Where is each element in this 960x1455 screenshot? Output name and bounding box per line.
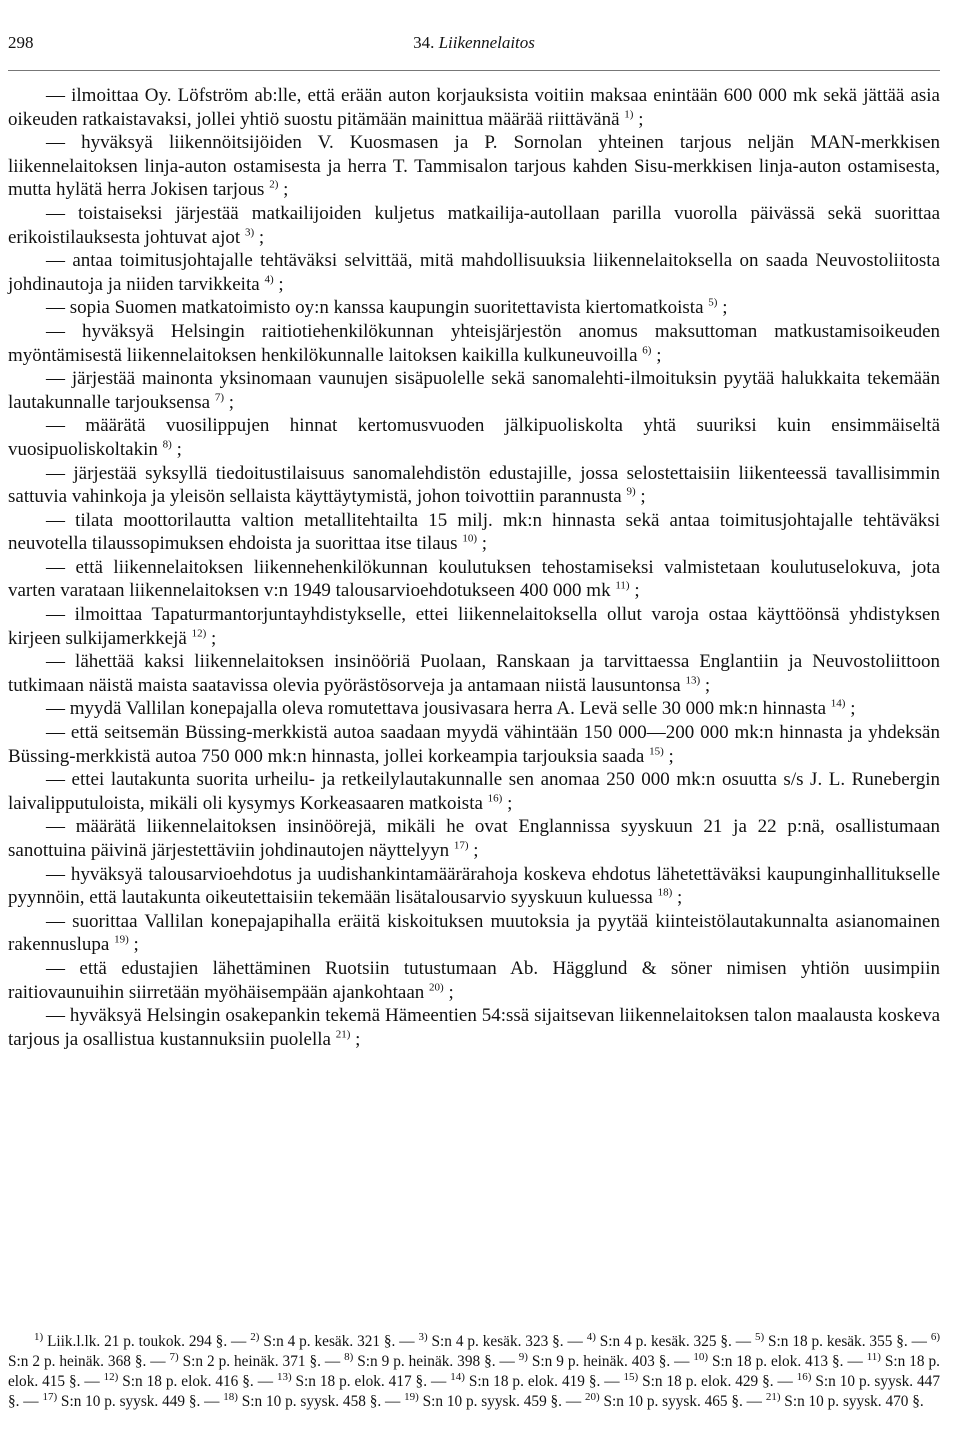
item-terminator: ; [278, 179, 289, 201]
decision-item [8, 603, 940, 650]
decision-text: — että seitsemän Büssing-merkkistä autoa saadaan myydä vähintään 150 000—200 000 mk:n hinnasta ja yhdeksän Büssing-merkkistä autoa 750 000 mk:n hinnasta, jollei korkeampia tarjouksia saada [8, 722, 940, 767]
footnote-separator: — [731, 1333, 755, 1350]
footnote-number: 21) [765, 1390, 781, 1403]
decision-item [8, 815, 940, 862]
footnote-ref: 8) [162, 438, 172, 451]
footnote-ref: 5) [708, 297, 718, 310]
item-terminator: ; [273, 273, 284, 295]
footnote-ref: 19) [114, 934, 129, 947]
footnote-number: 17) [42, 1390, 58, 1403]
footnote-number: 5) [754, 1330, 765, 1343]
footnote-ref: 15) [649, 745, 664, 758]
decision-text: — suorittaa Vallilan konepajapihalla eräitä kiskoituksen muutoksia ja pyytää kiinteistölautakunnalta asianomainen rakennuslupa [8, 910, 940, 956]
decision-item [8, 320, 940, 367]
decision-item [8, 202, 940, 249]
footnote-text: S:n 18 p. elok. 415 §. [8, 1353, 940, 1390]
decision-text: — että edustajien lähettäminen Ruotsiin tutustumaan Ab. Hägglund & söner nimisen yhtiön uusimpiin raitiovaunuihin siirretään myöhäisempään ajankohtaan [8, 957, 940, 1003]
decision-item [8, 556, 940, 603]
footnote-number: 16) [796, 1370, 812, 1383]
item-terminator: ; [206, 627, 217, 649]
footnote-number: 1) [34, 1330, 44, 1343]
item-terminator: ; [663, 745, 674, 767]
footnote-number: 15) [623, 1370, 639, 1383]
footnote-separator: — [200, 1393, 224, 1410]
item-terminator: ; [350, 1028, 361, 1050]
decision-text: — järjestää syksyllä tiedoitustilaisuus sanomalehdistön edustajille, jossa selostettaisiin liikenteessä tavallisimmin sattuvia vahinkoja ja yleisön sellaista käyttäytymistä, johon toivottiin parannusta [8, 462, 940, 508]
footnote-number: 2) [250, 1330, 260, 1343]
decision-item [8, 863, 940, 910]
footnote-ref: 2) [269, 179, 279, 192]
footnote-number: 18) [223, 1390, 238, 1403]
item-terminator: ; [845, 698, 856, 720]
footnote-ref: 17) [453, 839, 469, 852]
footnote-text: S:n 10 p. syysk. 458 §. [237, 1393, 382, 1410]
decision-item [8, 768, 940, 815]
footnote-ref: 12) [191, 627, 207, 640]
footnote-text: S:n 9 p. heinäk. 398 §. [353, 1353, 496, 1370]
footnote-ref: 14) [830, 698, 846, 711]
decision-item [8, 509, 940, 556]
item-terminator: ; [477, 533, 488, 555]
footnote-text: S:n 9 p. heinäk. 403 §. [527, 1353, 671, 1370]
decision-item [8, 131, 940, 202]
decision-text: — määrätä liikennelaitoksen insinöörejä, mikäli he ovat Englannissa syyskuun 21 ja 22 p:nä, osallistumaan sanottuina päivinä järjestettäviin johdinautojen näyttelyyn [8, 816, 940, 861]
footnote-number: 7) [169, 1350, 179, 1363]
footnote-text: S:n 2 p. heinäk. 368 §. [8, 1353, 147, 1370]
decision-text: — että liikennelaitoksen liikennehenkilökunnan koulutuksen tehostamiseksi valmistetaan koulutuselokuva, jota varten varataan liikennelaitoksen v:n 1949 talousarvioehdotukseen 400 000 mk [8, 556, 940, 602]
decision-text: — hyväksyä Helsingin raitiotiehenkilökunnan yhteisjärjestön anomus maksuttoman matkustamisoikeuden myöntämisestä liikennelaitoksen henkilökunnalle laitoksen kaikilla kulkuneuvoilla [8, 320, 940, 366]
footnote-separator: — [146, 1353, 170, 1370]
footnote-ref: 9) [626, 485, 636, 498]
footnote-text: S:n 4 p. kesäk. 321 §. [259, 1333, 396, 1350]
decision-text: — antaa toimitusjohtajalle tehtäväksi selvittää, mitä mahdollisuuksia liikennelaitoksella on saada Neuvostoliitosta johdinautoja ja niiden tarvikkeita [8, 250, 940, 295]
footnote-separator: — [320, 1353, 345, 1370]
footnote-separator: — [742, 1393, 766, 1410]
decision-item [8, 249, 940, 296]
decision-text: — ettei lautakunta suorita urheilu- ja retkeilylautakunnalle sen anomaa 250 000 mk:n osuutta s/s J. L. Runebergin laivalipputuloista, mikäli oli kysymys Korkeasaaren matkoista [8, 769, 940, 814]
footnote-number: 3) [418, 1330, 428, 1343]
footnote-separator: — [80, 1373, 104, 1390]
footnote-ref: 11) [615, 580, 630, 593]
page-header [8, 33, 940, 57]
footnote-separator: — [773, 1373, 797, 1390]
footnotes [8, 1332, 940, 1412]
item-terminator: ; [171, 438, 182, 460]
footnote-text: S:n 4 p. kesäk. 325 §. [595, 1333, 732, 1350]
footnote-separator: — [495, 1353, 519, 1370]
running-title [8, 33, 940, 53]
item-terminator: ; [672, 887, 683, 909]
footnote-separator: — [907, 1333, 931, 1350]
footnote-separator: — [227, 1333, 251, 1350]
footnote-number: 9) [518, 1350, 528, 1363]
page-number: 298 [8, 33, 34, 52]
footnote-ref: 16) [487, 792, 503, 805]
decision-text: — hyväksyä liikennöitsijöiden V. Kuosmasen ja P. Sornolan yhteinen tarjous neljän MAN-merkkisen liikennelaitoksen linja-auton ostamisesta ja herra T. Tammisalon tarjous kahden Sisu-merkkisen linja-auton ostamisesta, mutta hylätä herra Jokisen tarjous [8, 132, 940, 201]
footnote-number: 14) [450, 1370, 465, 1383]
item-terminator: ; [224, 391, 235, 413]
footnote-number: 12) [103, 1370, 119, 1383]
footnote-text: S:n 18 p. elok. 419 §. [464, 1373, 601, 1390]
decision-text: — sopia Suomen matkatoimisto oy:n kanssa kaupungin suoritettavista kiertomatkoista [46, 297, 709, 319]
footnote-ref: 18) [657, 886, 673, 899]
item-terminator: ; [633, 108, 644, 130]
footnote-number: 11) [866, 1350, 881, 1363]
decision-text: — ilmoittaa Tapaturmantorjuntayhdistykselle, ettei liikennelaitoksella ollut varoja ostaa käyttöönsä yhdistyksen kirjeen sulkijamerkkejä [8, 604, 940, 649]
footnote-text: S:n 18 p. elok. 417 §. [291, 1373, 428, 1390]
item-terminator: ; [635, 486, 646, 508]
footnote-number: 8) [344, 1350, 354, 1363]
decision-text: — määrätä vuosilippujen hinnat kertomusvuoden jälkipuoliskolta yhtä suuriksi kuin ensimmäiseltä vuosipuoliskoltakin [8, 415, 940, 460]
item-terminator: ; [717, 297, 728, 319]
footnote-text: S:n 10 p. syysk. 459 §. [418, 1393, 563, 1410]
item-terminator: ; [700, 674, 711, 696]
footnote-text: S:n 10 p. syysk. 447 §. [8, 1373, 940, 1410]
decision-item [8, 367, 940, 414]
decision-text: — hyväksyä talousarvioehdotus ja uudishankintamäärärahoja koskeva ehdotus lähetettäväksi kaupunginhallitukselle pyynnöin, että lautakunta oikeutettaisiin tekemään lisätalousarvio syyskuun kuluessa [8, 863, 940, 909]
decision-item [8, 910, 940, 957]
decision-item [8, 957, 940, 1004]
footnote-text: S:n 18 p. elok. 416 §. [118, 1373, 254, 1390]
section-title: Liikennelaitos [438, 33, 535, 52]
decision-item [8, 1004, 940, 1051]
footnote-ref: 7) [214, 391, 224, 404]
footnote-text: S:n 18 p. elok. 429 §. [638, 1373, 774, 1390]
footnote-separator: — [253, 1373, 277, 1390]
main-text [8, 84, 940, 1051]
footnote-ref: 21) [335, 1028, 351, 1041]
footnote-ref: 6) [642, 344, 652, 357]
decision-item [8, 697, 940, 721]
decision-item [8, 84, 940, 131]
footnote-block [8, 1332, 940, 1412]
item-terminator: ; [468, 840, 479, 861]
footnote-text: S:n 2 p. heinäk. 371 §. [178, 1353, 321, 1370]
footnote-number: 13) [276, 1370, 292, 1383]
footnote-separator: — [427, 1373, 451, 1390]
item-terminator: ; [651, 344, 662, 366]
footnote-ref: 1) [624, 108, 634, 121]
footnote-separator: — [395, 1333, 419, 1350]
item-terminator: ; [629, 580, 640, 602]
footnote-separator: — [381, 1393, 405, 1410]
decision-item [8, 650, 940, 697]
footnote-separator: — [563, 1333, 587, 1350]
footnote-ref: 3) [244, 226, 255, 239]
footnote-text: S:n 18 p. elok. 413 §. [708, 1353, 844, 1370]
footnote-number: 4) [586, 1330, 596, 1343]
decision-item [8, 414, 940, 461]
decision-item [8, 296, 940, 320]
footnote-text: S:n 10 p. syysk. 449 §. [57, 1393, 201, 1410]
footnote-separator: — [670, 1353, 694, 1370]
item-terminator: ; [443, 981, 454, 1003]
decision-text: — toistaiseksi järjestää matkailijoiden kuljetus matkailija-autollaan parilla vuorolla päivässä sekä suorittaa erikoistilauksesta johtuvat ajot [8, 202, 940, 248]
section-number: 34. [413, 33, 435, 52]
decision-text: — tilata moottorilautta valtion metallitehtailta 15 milj. mk:n hinnasta sekä antaa toimitusjohtajalle tehtäväksi neuvotella tilaussopimuksen ehdoista ja suorittaa itse tilaus [8, 509, 940, 555]
footnote-separator: — [19, 1393, 43, 1410]
decision-item [8, 462, 940, 509]
footnote-separator: — [600, 1373, 624, 1390]
item-terminator: ; [254, 226, 265, 248]
decision-item [8, 721, 940, 768]
header-rule [8, 70, 940, 71]
footnote-text: S:n 10 p. syysk. 470 §. [780, 1393, 924, 1410]
footnote-ref: 20) [429, 981, 444, 994]
decision-text: — hyväksyä Helsingin osakepankin tekemä Hämeentien 54:ssä sijaitsevan liikennelaitoksen talon maalausta koskeva tarjous ja osallistua kustannuksiin puolella [8, 1005, 940, 1050]
footnote-text: Liik.l.lk. 21 p. toukok. 294 §. [43, 1333, 228, 1350]
footnote-number: 10) [693, 1350, 709, 1363]
footnote-number: 19) [404, 1390, 419, 1403]
item-terminator: ; [128, 934, 139, 956]
footnote-number: 20) [584, 1390, 600, 1403]
footnote-text: S:n 10 p. syysk. 465 §. [599, 1393, 743, 1410]
footnote-separator: — [843, 1353, 867, 1370]
footnote-number: 6) [930, 1330, 940, 1343]
footnote-ref: 4) [264, 273, 274, 286]
footnote-ref: 10) [462, 532, 478, 545]
footnote-text: S:n 18 p. kesäk. 355 §. [764, 1333, 908, 1350]
item-terminator: ; [502, 792, 513, 814]
footnote-ref: 13) [685, 674, 701, 687]
decision-text: — myydä Vallilan konepajalla oleva romutettava jousivasara herra A. Levä selle 30 000 mk:n hinnasta [46, 698, 831, 720]
decision-text: — lähettää kaksi liikennelaitoksen insinööriä Puolaan, Ranskaan ja tarvittaessa Englantiin ja Neuvostoliittoon tutkimaan näistä maista saatavissa olevia pyörästösorveja ja antamaan niistä lausuntonsa [8, 651, 940, 696]
decision-text: — ilmoittaa Oy. Löfström ab:lle, että erään auton korjauksista voitiin maksaa enintään 600 000 mk sekä jättää asia oikeuden ratkaistavaksi, jollei yhtiö suostu pitämään mainittua määrää riittävänä [8, 85, 940, 130]
footnote-text: S:n 4 p. kesäk. 323 §. [427, 1333, 564, 1350]
footnote-separator: — [562, 1393, 585, 1410]
decision-text: — järjestää mainonta yksinomaan vaunujen sisäpuolelle sekä sanomalehti-ilmoituksin pyytää halukkaita tekemään lautakunnalle tarjouksensa [8, 368, 940, 413]
